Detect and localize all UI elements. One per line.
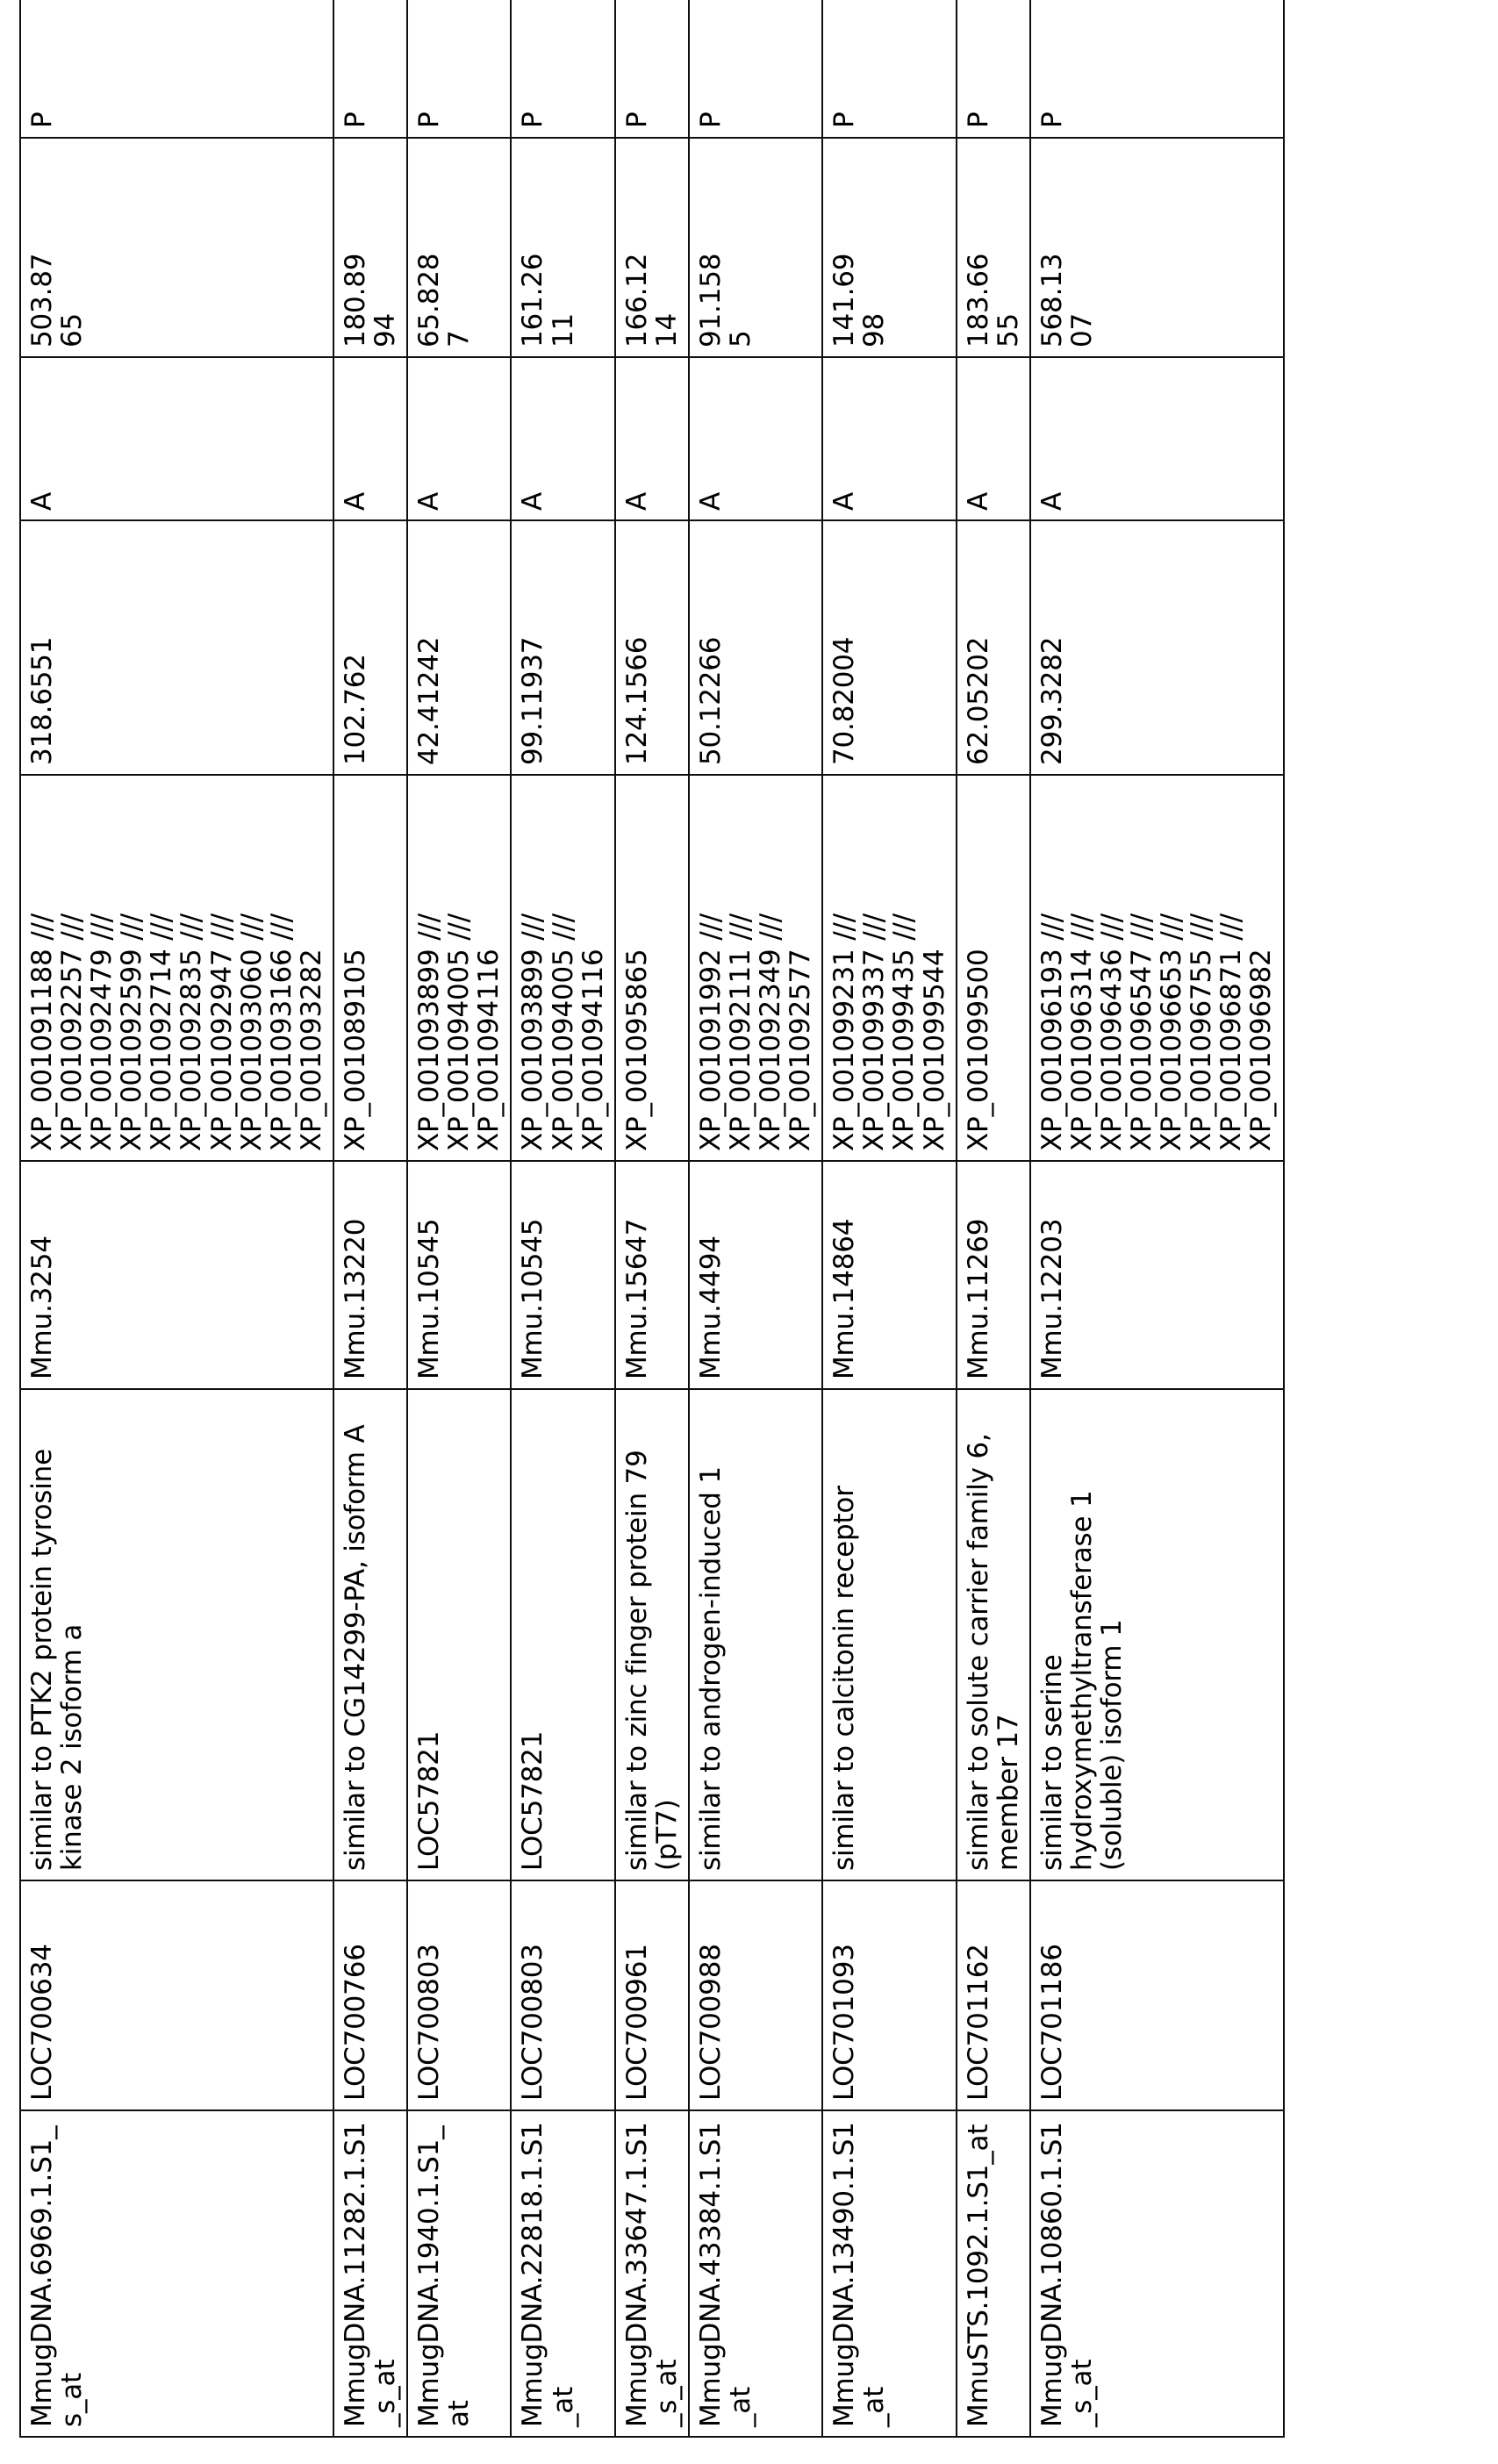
table-body xyxy=(20,0,1284,2437)
cell-description: similar to androgen-induced 1 xyxy=(689,1389,822,1880)
cell-call-2: P xyxy=(407,0,511,138)
cell-signal-2: 91.158 5 xyxy=(689,138,822,357)
cell-protein-accessions: XP_001096193 /// XP_001096314 /// XP_001096436 /// XP_001096547 /// XP_001096653 /// XP_001096755 /// XP_001096871 /// XP_001096982 xyxy=(1030,775,1284,1161)
table-row xyxy=(822,0,956,2437)
cell-unigene-id: Mmu.10545 xyxy=(407,1161,511,1389)
cell-description: similar to zinc finger protein 79 (pT7) xyxy=(615,1389,689,1880)
cell-protein-accessions: XP_001091992 /// XP_001092111 /// XP_001092349 /// XP_001092577 xyxy=(689,775,822,1161)
cell-description: similar to CG14299-PA, isoform A xyxy=(333,1389,407,1880)
cell-call-1: A xyxy=(407,357,511,520)
cell-call-1: A xyxy=(957,357,1030,520)
cell-gene-symbol: LOC700803 xyxy=(407,1880,511,2110)
cell-signal-2: 183.66 55 xyxy=(957,138,1030,357)
table-area xyxy=(19,26,1472,2438)
cell-signal-2: 568.13 07 xyxy=(1030,138,1284,357)
cell-gene-symbol: LOC701162 xyxy=(957,1880,1030,2110)
cell-protein-accessions: XP_001099231 /// XP_001099337 /// XP_001099435 /// XP_001099544 xyxy=(822,775,956,1161)
cell-signal-1: 318.6551 xyxy=(20,520,333,775)
cell-call-2: P xyxy=(957,0,1030,138)
cell-signal-1: 124.1566 xyxy=(615,520,689,775)
cell-protein-accessions: XP_001093899 /// XP_001094005 /// XP_001094116 xyxy=(407,775,511,1161)
cell-call-2: P xyxy=(689,0,822,138)
cell-description: LOC57821 xyxy=(511,1389,614,1880)
cell-unigene-id: Mmu.15647 xyxy=(615,1161,689,1389)
cell-signal-2: 503.87 65 xyxy=(20,138,333,357)
cell-signal-2: 65.828 7 xyxy=(407,138,511,357)
cell-gene-symbol: LOC701186 xyxy=(1030,1880,1284,2110)
cell-unigene-id: Mmu.13220 xyxy=(333,1161,407,1389)
cell-unigene-id: Mmu.3254 xyxy=(20,1161,333,1389)
cell-probe-set-id: MmugDNA.11282.1.S1_s_at xyxy=(333,2110,407,2437)
cell-description: similar to solute carrier family 6, member 17 xyxy=(957,1389,1030,1880)
cell-signal-2: 166.12 14 xyxy=(615,138,689,357)
cell-gene-symbol: LOC700634 xyxy=(20,1880,333,2110)
cell-protein-accessions: XP_001093899 /// XP_001094005 /// XP_001094116 xyxy=(511,775,614,1161)
cell-signal-1: 70.82004 xyxy=(822,520,956,775)
cell-protein-accessions: XP_001089105 xyxy=(333,775,407,1161)
cell-call-1: A xyxy=(822,357,956,520)
cell-description: similar to PTK2 protein tyrosine kinase 2 isoform a xyxy=(20,1389,333,1880)
cell-description: LOC57821 xyxy=(407,1389,511,1880)
cell-signal-2: 180.89 94 xyxy=(333,138,407,357)
cell-gene-symbol: LOC701093 xyxy=(822,1880,956,2110)
cell-probe-set-id: MmugDNA.33647.1.S1_s_at xyxy=(615,2110,689,2437)
table-row xyxy=(333,0,407,2437)
cell-call-2: P xyxy=(511,0,614,138)
table-row xyxy=(957,0,1030,2437)
cell-signal-1: 50.12266 xyxy=(689,520,822,775)
cell-probe-set-id: MmugDNA.10860.1.S1_s_at xyxy=(1030,2110,1284,2437)
cell-call-2: P xyxy=(1030,0,1284,138)
cell-call-1: A xyxy=(511,357,614,520)
cell-call-1: A xyxy=(333,357,407,520)
cell-description: similar to calcitonin receptor xyxy=(822,1389,956,1880)
cell-unigene-id: Mmu.14864 xyxy=(822,1161,956,1389)
cell-call-2: P xyxy=(822,0,956,138)
cell-unigene-id: Mmu.4494 xyxy=(689,1161,822,1389)
cell-signal-2: 141.69 98 xyxy=(822,138,956,357)
cell-signal-1: 299.3282 xyxy=(1030,520,1284,775)
cell-call-2: P xyxy=(333,0,407,138)
cell-unigene-id: Mmu.12203 xyxy=(1030,1161,1284,1389)
cell-call-1: A xyxy=(20,357,333,520)
cell-gene-symbol: LOC700961 xyxy=(615,1880,689,2110)
cell-gene-symbol: LOC700988 xyxy=(689,1880,822,2110)
cell-signal-1: 102.762 xyxy=(333,520,407,775)
table-row xyxy=(1030,0,1284,2437)
cell-probe-set-id: MmugDNA.13490.1.S1_at xyxy=(822,2110,956,2437)
cell-gene-symbol: LOC700803 xyxy=(511,1880,614,2110)
cell-call-2: P xyxy=(20,0,333,138)
cell-signal-2: 161.26 11 xyxy=(511,138,614,357)
cell-protein-accessions: XP_001091188 /// XP_001092257 /// XP_001092479 /// XP_001092599 /// XP_001092714 /// XP_001092835 /// XP_001092947 /// XP_001093060 /// XP_001093166 /// XP_001093282 xyxy=(20,775,333,1161)
cell-probe-set-id: MmugDNA.43384.1.S1_at xyxy=(689,2110,822,2437)
cell-call-1: A xyxy=(615,357,689,520)
cell-call-2: P xyxy=(615,0,689,138)
cell-gene-symbol: LOC700766 xyxy=(333,1880,407,2110)
cell-unigene-id: Mmu.10545 xyxy=(511,1161,614,1389)
cell-call-1: A xyxy=(1030,357,1284,520)
cell-signal-1: 62.05202 xyxy=(957,520,1030,775)
table-row xyxy=(20,0,333,2437)
cell-description: similar to serine hydroxymethyltransferase 1 (soluble) isoform 1 xyxy=(1030,1389,1284,1880)
cell-call-1: A xyxy=(689,357,822,520)
table-row xyxy=(511,0,614,2437)
cell-probe-set-id: MmugDNA.1940.1.S1_at xyxy=(407,2110,511,2437)
cell-unigene-id: Mmu.11269 xyxy=(957,1161,1030,1389)
cell-signal-1: 99.11937 xyxy=(511,520,614,775)
table-row xyxy=(407,0,511,2437)
cell-probe-set-id: MmuSTS.1092.1.S1_at xyxy=(957,2110,1030,2437)
cell-probe-set-id: MmugDNA.6969.1.S1_s_at xyxy=(20,2110,333,2437)
cell-protein-accessions: XP_001099500 xyxy=(957,775,1030,1161)
gene-expression-table xyxy=(19,0,1285,2438)
cell-probe-set-id: MmugDNA.22818.1.S1_at xyxy=(511,2110,614,2437)
table-row xyxy=(615,0,689,2437)
table-row xyxy=(689,0,822,2437)
cell-signal-1: 42.41242 xyxy=(407,520,511,775)
cell-protein-accessions: XP_001095865 xyxy=(615,775,689,1161)
